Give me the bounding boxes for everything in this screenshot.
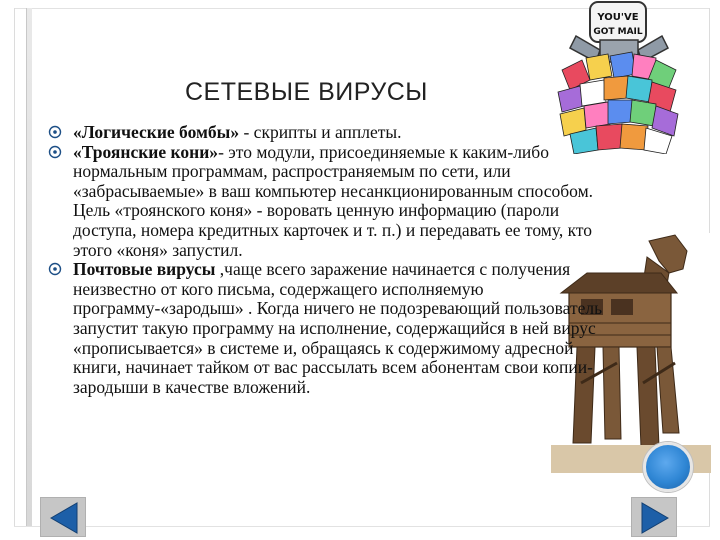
- mailbox-sign-line2: GOT MAIL: [593, 27, 643, 37]
- blue-circle-icon: [643, 442, 693, 492]
- bullet-item-logic-bombs: [48, 123, 618, 143]
- previous-slide-button[interactable]: [40, 497, 86, 537]
- frame-bottom-rule: [14, 526, 710, 527]
- mailbox-sign-line1: YOU'VE: [597, 12, 639, 23]
- bullet-text: - скрипты и апплеты.: [239, 122, 402, 142]
- left-arrow-icon: [41, 498, 87, 538]
- slide-title: СЕТЕВЫЕ ВИРУСЫ: [185, 78, 428, 106]
- frame-left-inner-rule: [26, 8, 32, 526]
- bullet-term: «Троянские кони»: [73, 141, 219, 162]
- bullet-list: [48, 123, 618, 397]
- next-slide-button[interactable]: [631, 497, 677, 537]
- frame-left-outer-rule: [14, 8, 15, 526]
- bullet-text: - это модули, присоединяемые к каким-либо нормальным программам, распространяемым по сети, или «забрасываемые» в ваш компьютер несанкционированным способом. Цель «троянского коня» - воровать ценную информацию (пароли доступа, номера кредитных карточек и т. п.) и передавать ее тому, кто этого «коня» запустил.: [73, 141, 594, 260]
- target-bullet-icon: [48, 145, 62, 159]
- bullet-term: «Логические бомбы»: [73, 122, 240, 142]
- target-bullet-icon: [48, 125, 62, 139]
- right-arrow-icon: [632, 498, 678, 538]
- bullet-term: Почтовые вирусы: [73, 259, 216, 280]
- bullet-item-trojans: [48, 143, 618, 261]
- bullet-item-mail-viruses: [48, 260, 618, 397]
- target-bullet-icon: [48, 262, 62, 276]
- bullet-text: ,чаще всего заражение начинается с получения неизвестно от кого письма, содержащего исполняемую программу-«зародыш» . Когда ничего не подозревающий пользователь запустит такую программу на исполнение, содержащийся в ней вирус «прописывается» в системе и, обращаясь к содержимому адресной книги, начинает тайком от вас рассылать всем абонентам свои копии-зародыши в качестве вложений.: [73, 259, 603, 397]
